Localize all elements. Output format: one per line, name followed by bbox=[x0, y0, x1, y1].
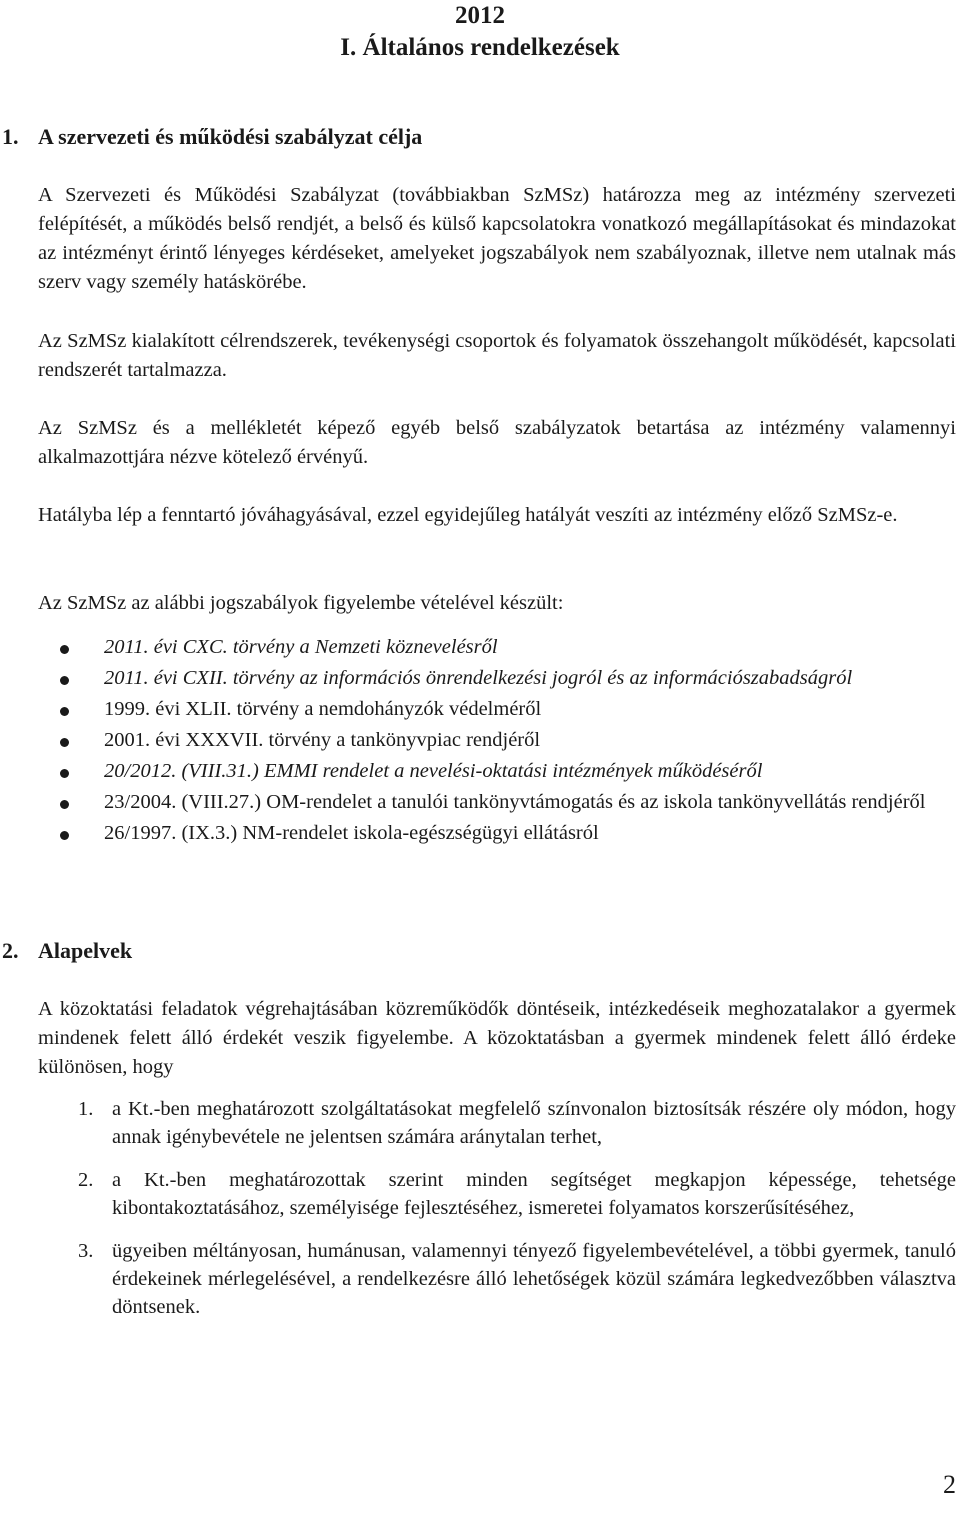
list-item bbox=[60, 820, 940, 847]
law-text: 2011. évi CXII. törvény az információs önrendelkezési jogról és az információszabadságról bbox=[104, 667, 853, 689]
section2-title: Alapelvek bbox=[38, 938, 133, 963]
section2-intro: A közoktatási feladatok végrehajtásában közreműködők döntéseik, intézkedéseik meghozatalakor a gyermek mindenek felett álló érdekét veszik figyelembe. A közoktatásban a gyermek mindenek felett álló érdeke különösen, hogy bbox=[38, 998, 956, 1078]
list-item bbox=[70, 1095, 956, 1151]
bullet-icon bbox=[60, 769, 69, 778]
list-item bbox=[60, 758, 940, 785]
bullet-icon bbox=[60, 738, 69, 747]
bullet-icon bbox=[60, 831, 69, 840]
law-text: 23/2004. (VIII.27.) OM-rendelet a tanulói tankönyvtámogatás és az iskola tankönyvellátás rendjéről bbox=[104, 791, 926, 813]
section1-number: 1. bbox=[2, 124, 19, 149]
law-text: 26/1997. (IX.3.) NM-rendelet iskola-egészségügyi ellátásról bbox=[104, 822, 599, 844]
list-item bbox=[60, 665, 940, 692]
section1-paragraph: A Szervezeti és Működési Szabályzat (továbbiakban SzMSz) határozza meg az intézmény szervezeti felépítését, a működés belső rendjét, a belső és külső kapcsolatokra vonatkozó megállapításokat és mindazokat az intézményt érintő lényeges kérdéseket, amelyeket jogszabályok nem szabályoznak, illetve nem utalnak más szerv vagy személy hatáskörébe. bbox=[38, 184, 956, 293]
document-year: 2012 bbox=[455, 2, 505, 29]
laws-list bbox=[60, 634, 940, 851]
section2-number: 2. bbox=[2, 938, 19, 963]
section1-paragraph: Az SzMSz az alábbi jogszabályok figyelembe vételével készült: bbox=[38, 592, 564, 614]
bullet-icon bbox=[60, 645, 69, 654]
section1-paragraph: Az SzMSz és a mellékletét képező egyéb belső szabályzatok betartása az intézmény valamennyi alkalmazottjára nézve kötelező érvényű. bbox=[38, 417, 956, 468]
list-item bbox=[70, 1237, 956, 1321]
bullet-icon bbox=[60, 707, 69, 716]
law-text: 20/2012. (VIII.31.) EMMI rendelet a nevelési-oktatási intézmények működéséről bbox=[104, 760, 763, 782]
list-item bbox=[60, 789, 940, 816]
list-item bbox=[60, 727, 940, 754]
section1-paragraph: Az SzMSz kialakított célrendszerek, tevékenységi csoportok és folyamatok összehangolt működését, kapcsolati rendszerét tartalmazza. bbox=[38, 330, 956, 381]
item-text: ügyeiben méltányosan, humánusan, valamennyi tényező figyelembevételével, a többi gyermek, tanuló érdekeinek mérlegelésével, a rendelkezésre álló lehetőségek közül számára legkedvezőbben választva döntsenek. bbox=[112, 1240, 956, 1318]
list-item bbox=[70, 1166, 956, 1222]
law-text: 2011. évi CXC. törvény a Nemzeti köznevelésről bbox=[104, 636, 498, 658]
list-item bbox=[60, 696, 940, 723]
section1-title: A szervezeti és működési szabályzat célja bbox=[38, 124, 423, 149]
law-text: 2001. évi XXXVII. törvény a tankönyvpiac rendjéről bbox=[104, 729, 541, 751]
bullet-icon bbox=[60, 676, 69, 685]
principles-list bbox=[70, 1095, 956, 1336]
item-number: 1. bbox=[78, 1098, 94, 1120]
item-text: a Kt.-ben meghatározott szolgáltatásokat megfelelő színvonalon biztosítsák részére oly módon, hogy annak igénybevétele ne jelentsen számára aránytalan terhet, bbox=[112, 1098, 956, 1148]
item-number: 3. bbox=[78, 1240, 94, 1262]
section1-paragraph: Hatályba lép a fenntartó jóváhagyásával, ezzel egyidejűleg hatályát veszíti az intézmény előző SzMSz-e. bbox=[38, 504, 898, 526]
list-item bbox=[60, 634, 940, 661]
item-number: 2. bbox=[78, 1169, 94, 1191]
law-text: 1999. évi XLII. törvény a nemdohányzók védelméről bbox=[104, 698, 542, 720]
bullet-icon bbox=[60, 800, 69, 809]
item-text: a Kt.-ben meghatározottak szerint minden segítséget megkapjon képessége, tehetsége kibontakoztatásához, személyisége fejlesztéséhez, ismeretei folyamatos korszerűsítéséhez, bbox=[112, 1169, 956, 1219]
page-number: 2 bbox=[943, 1470, 956, 1499]
chapter-title: I. Általános rendelkezések bbox=[340, 34, 620, 61]
